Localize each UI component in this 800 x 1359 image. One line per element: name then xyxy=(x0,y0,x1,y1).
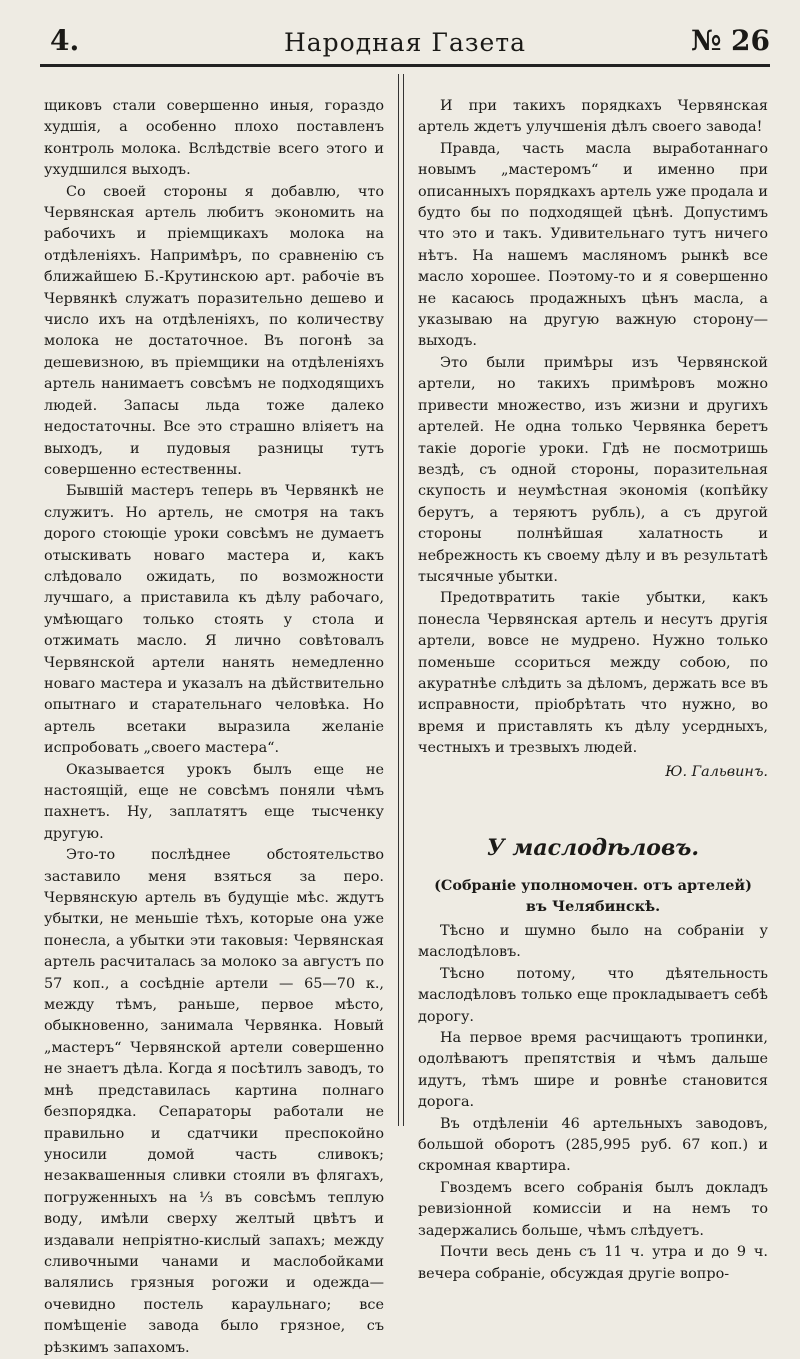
article-paragraph: Тѣсно и шумно было на собраніи у маслодѣловъ. xyxy=(418,923,768,961)
section-location: въ Челябинскѣ. xyxy=(525,898,661,915)
page-header xyxy=(40,24,770,67)
column-divider xyxy=(398,74,404,1126)
section-title: У маслодѣловъ. xyxy=(486,835,700,861)
article-paragraph: Предотвратить такіе убытки, какъ понесла Червянская артель и несутъ другія артели, вовсе не мудрено. Нужно только поменьше ссориться между собою, по акуратнѣе слѣдить за дѣломъ, держать все въ исправности, пріобрѣтать что нужно, во время и приставлять къ дѣлу усердныхъ, честныхъ и трезвыхъ людей. xyxy=(418,590,768,757)
newspaper-title: Народная Газета xyxy=(283,28,527,57)
article-paragraph: На первое время расчищаютъ тропинки, одолѣваютъ препятствія и чѣмъ дальше идутъ, тѣмъ шире и ровнѣе становится дорога. xyxy=(418,1030,768,1111)
page-number: 4. xyxy=(50,24,80,57)
article-paragraph: И при такихъ порядкахъ Червянская артель ждетъ улучшенія дѣлъ своего завода! xyxy=(418,98,768,136)
article-paragraph: Оказывается урокъ былъ еще не настоящій, еще не совсѣмъ поняли чѣмъ пахнетъ. Ну, заплатятъ еще тысченку другую. xyxy=(44,761,384,842)
article-paragraph: щиковъ стали совершенно иныя, гораздо худшія, а особенно плохо поставленъ контроль молока. Вслѣдствіе всего этого и ухудшился выходъ. xyxy=(44,98,384,179)
section-subtitle: (Собраніе уполномочен. отъ артелей) xyxy=(434,877,752,894)
article-paragraph: Въ отдѣленіи 46 артельныхъ заводовъ, большой оборотъ (285,995 руб. 67 коп.) и скромная квартира. xyxy=(418,1115,768,1175)
article-paragraph: Правда, часть масла выработаннаго новымъ „мастеромъ“ и именно при описанныхъ порядкахъ артель уже продала и будто бы по подходящей цѣнѣ. Допустимъ что это и такъ. Удивительнаго тутъ ничего нѣтъ. На нашемъ масляномъ рынкѣ все масло хорошее. Поэтому-то и я совершенно не касаюсь продажныхъ цѣнъ масла, а указываю на другую важную сторону—выходъ. xyxy=(418,140,768,350)
article-paragraph: Бывшій мастеръ теперь въ Червянкѣ не служитъ. Но артель, не смотря на такъ дорого стоющіе уроки совсѣмъ не думаетъ отыскивать новаго мастера и, какъ слѣдовало ожидать, по возможности лучшаго, а приставила къ дѣлу рабочаго, умѣющаго только стоять у стола и отжимать масло. Я лично совѣтовалъ Червянской артели нанять немедленно новаго мастера и указалъ на дѣйствительно опытнаго и старательнаго человѣка. Но артель всетаки выразила желаніе испробовать „своего мастера“. xyxy=(44,483,384,757)
article-paragraph: Это-то послѣднее обстоятельство заставило меня взяться за перо. Червянскую артель въ будущіе мѣс. ждутъ убытки, не меньшіе тѣхъ, которые она уже понесла, а убытки эти таковыя: Червянская артель расчиталась за молоко за августъ по 57 коп., а сосѣдніе артели — 65—70 к., между тѣмъ, раньше, первое мѣсто, обыкновенно, занимала Червянка. Новый „мастеръ“ Червянской артели совершенно не знаетъ дѣла. Когда я посѣтилъ заводъ, то мнѣ представилась картина полнаго безпорядка. Сепараторы работали не правильно и сдатчики преспокойно уносили домой часть сливокъ; незаквашенныя сливки стояли въ флягахъ, погруженныхъ на ⅓ въ совсѣмъ теплую воду, имѣли сверху желтый цвѣтъ и издавали непріятно-кислый запахъ; между сливочными чанами и маслобойками валялись грязныя рогожи и одежда—очевидно постель караульнаго; все помѣщеніе завода было грязное, съ рѣзкимъ запахомъ. xyxy=(44,847,384,1356)
article-paragraph: Тѣсно потому, что дѣятельность маслодѣловъ только еще прокладываетъ себѣ дорогу. xyxy=(418,965,768,1025)
issue-number: № 26 xyxy=(690,24,770,57)
article-paragraph: Это были примѣры изъ Червянской артели, но такихъ примѣровъ можно привести множество, изъ жизни и другихъ артелей. Не одна только Червянка беретъ такіе дорогіе уроки. Гдѣ не посмотришь вездѣ, съ одной стороны, поразительная скупость и неумѣстная экономія (копѣйку берутъ, а теряютъ рубль), а съ другой стороны полнѣйшая халатность и небрежность къ своему дѣлу и въ результатѣ тысячные убытки. xyxy=(418,354,768,585)
left-column xyxy=(44,96,384,1359)
right-column xyxy=(418,96,768,1285)
article-paragraph: Почти весь день съ 11 ч. утра и до 9 ч. вечера собраніе, обсуждая другіе вопро- xyxy=(418,1244,768,1282)
article-paragraph: Со своей стороны я добавлю, что Червянская артель любитъ экономить на рабочихъ и пріемщикахъ молока на отдѣленіяхъ. Напримѣръ, по сравненію съ ближайшею Б.-Крутинскою арт. рабочіе въ Червянкѣ служатъ поразительно дешево и число ихъ на отдѣленіяхъ, по количеству молока не достаточное. Въ погонѣ за дешевизною, въ пріемщики на отдѣленіяхъ артель нанимаетъ совсѣмъ не подходящихъ людей. Запасы льда тоже далеко недостаточны. Все это страшно вліяетъ на выходъ, и пудовыя разницы тутъ совершенно естественны. xyxy=(44,183,384,478)
article-paragraph: Гвоздемъ всего собранія былъ докладъ ревизіонной комиссіи и на немъ то задержались больше, чѣмъ слѣдуетъ. xyxy=(418,1179,768,1239)
author-signature: Ю. Гальвинъ. xyxy=(665,763,768,780)
